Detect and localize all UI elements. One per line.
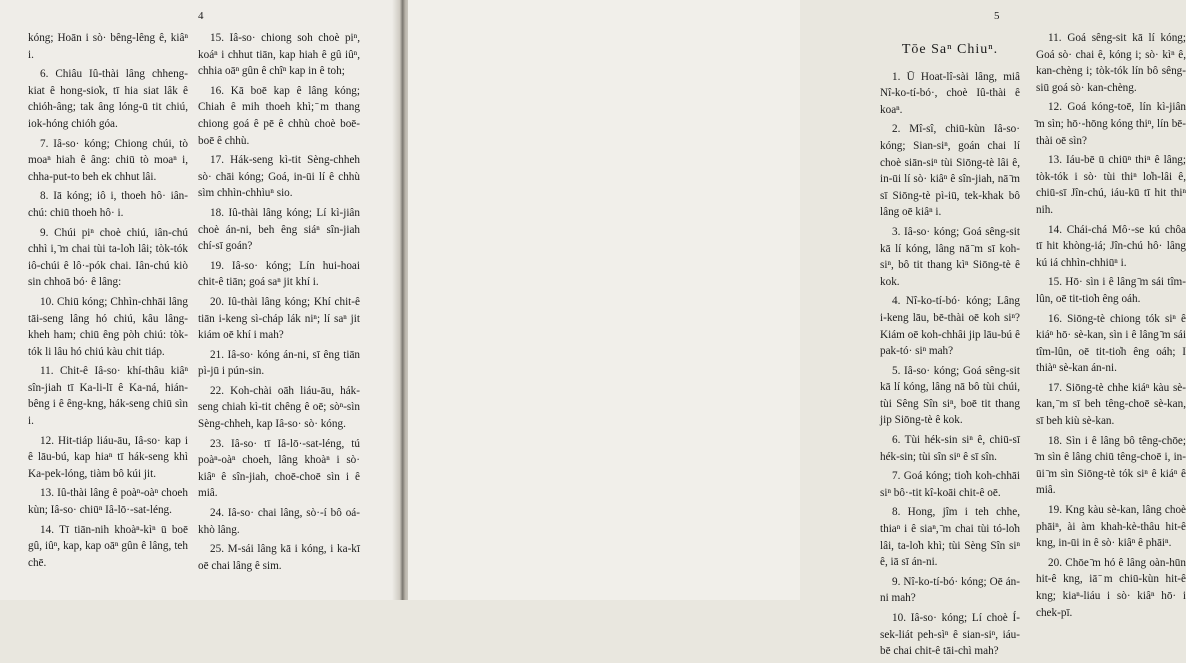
verse-paragraph: 10. Iâ-so· kóng; Lí choè Í-sek-liát peh-sìⁿ ê sian-siⁿ, iáu-bē chai chit-ê tāi-chì mah? xyxy=(880,612,1020,658)
verse-paragraph: 1. Ū Hoat-lî-sài lâng, miâ Nî-ko-tí-bó·, choè Iû-thài ê koaⁿ. xyxy=(880,70,1020,116)
verse-paragraph: 25. M-sái lâng kā i kóng, i ka-kī oē chai lâng ê sim. xyxy=(198,543,360,572)
verse-paragraph: 8. Iā kóng; iô i, thoeh hô· iân-chú: chiū thoeh hô· i. xyxy=(28,190,188,219)
verse-paragraph: 6. Chiâu Iû-thài lâng chheng-kiat ê hong-sio̍k, tī hia siat lâk ê chióh-âng; tak âng lóng-ū tit chiú, iok-hóng chióh góa. xyxy=(28,68,188,130)
verse-paragraph: 15. Hō· sìn i ê lâng ̄m sái tîm-lûn, oē tit-tio̍h êng oáh. xyxy=(1036,276,1186,305)
verse-paragraph: 16. Kā boē kap ê lâng kóng; Chiah ê mih thoeh khì; ̄m thang chiong goá ê pē ê chhù choè boē-boē ê chhù. xyxy=(198,84,360,147)
verse-paragraph: 5. Iâ-so· kóng; Goá sêng-sit kā lí kóng, lâng nā bô tùi chúi, tùi Sêng Sîn siⁿ, boē tit thang jip Siōng-tè ê kok. xyxy=(880,364,1020,427)
verse-paragraph: 4. Nî-ko-tí-bó· kóng; Lâng i-keng lāu, bē-thài oē koh siⁿ? Kiám oē koh-chhâi jip lāu-bú ê pak-tó· siⁿ mah? xyxy=(880,295,1020,358)
right-column-1 xyxy=(880,36,1020,663)
verse-paragraph: 9. Chúi piⁿ choè chiú, iân-chú chhì i, ̄m chai tùi ta-lo̍h lâi; tòk-tók iô-chúi ê lô·-pók chai. Iân-chú kiò sin chhoā bó· ê lâng: xyxy=(28,226,188,289)
verse-paragraph: 22. Koh-chài oāh liáu-āu, hák-seng chiah kì-tit chêng ê oē; sòⁿ-sìn Sèng-chheh, kap Iâ-so· sò· kóng. xyxy=(198,384,360,431)
page-number-right: 5 xyxy=(994,10,1000,22)
page-number-left: 4 xyxy=(198,10,204,22)
verse-paragraph: 8. Hong, jîm i teh chhe, thiaⁿ i ê siaⁿ, ̄m chai tùi tó-lo̍h lâi, ta-lo̍h khì; tùi Sèng Sîn siⁿ ê, iā sī án-ni. xyxy=(880,506,1020,569)
left-page xyxy=(0,0,400,600)
verse-paragraph: 20. Iû-thài lâng kóng; Khí chit-ê tiān i-keng sì-cháp lák niⁿ; lí saⁿ jit kiám oē khí i mah? xyxy=(198,295,360,342)
verse-paragraph: kóng; Hoān i sò· bêng-lêng ê, kiâⁿ i. xyxy=(28,32,188,61)
verse-paragraph: 14. Tī tiān-nih khoàⁿ-kìⁿ ū boē gû, iûⁿ, kap, kap oāⁿ gûn ê lâng, teh chē. xyxy=(28,523,188,569)
verse-paragraph: 12. Hit-tiáp liáu-āu, Iâ-so· kap i ê lāu-bú, kap hiaⁿ tī hák-seng khì Ka-pek-lóng, tiàm bô kúi jit. xyxy=(28,434,188,480)
verse-paragraph: 7. Iâ-so· kóng; Chiong chúi, tò moaⁿ hiah ê âng: chiū tò moaⁿ i, chha-put-to beh ek chhut lâi. xyxy=(28,137,188,183)
verse-paragraph: 7. Goá kóng; tio̍h koh-chhāi siⁿ bô·-tit kî-koāi chit-ê oē. xyxy=(880,470,1020,499)
left-column-2 xyxy=(198,30,360,577)
verse-paragraph: 24. Iâ-so· chai lâng, sò·-í bô oá-khò lâng. xyxy=(198,507,360,536)
verse-paragraph: 11. Goá sêng-sit kā lí kóng; Goá sò· chai ê, kóng i; sò· kìⁿ ê, kan-chèng i; tòk-tók lín bô sêng-siū goá sò· kan-chèng. xyxy=(1036,32,1186,94)
verse-paragraph: 19. Iâ-so· kóng; Lín hui-hoai chit-ê tiān; goá saⁿ jit khí i. xyxy=(198,259,360,289)
verse-paragraph: 19. Kng kàu sè-kan, lâng choè phāiⁿ, ài àm khah-kè-thâu hit-ê kng, in-ūi in ê sò· kiâⁿ ê phāiⁿ. xyxy=(1036,504,1186,550)
right-page xyxy=(408,0,1186,658)
verse-paragraph: 13. Iáu-bē ū chiūⁿ thiⁿ ê lâng; tòk-tók i sò· tùi thiⁿ lo̍h-lâi ê, chiū-sī Jîn-chú, iáu-kū tī hit thiⁿ nih. xyxy=(1036,154,1186,216)
verse-paragraph: 10. Chiū kóng; Chhìn-chhāi lâng tāi-seng lâng hó chiú, kâu lâng-kheh ham; chiū êng pòh chiú: tòk-tók li lâu hó chiú kàu chit tiáp. xyxy=(28,295,188,358)
left-column-1 xyxy=(28,30,188,574)
verse-paragraph: 2. Mî-sî, chiū-kùn Iâ-so· kóng; Sian-siⁿ, goán chai lí choè siān-siⁿ tùi Siōng-tè lâi ê, in-ūi lí sò· kiâⁿ ê sîn-jiah, nā ̄m sī Siōng-tè pì-iū, tek-khak bô lâng oē kiâⁿ i. xyxy=(880,123,1020,219)
verse-paragraph: 6. Tùi hék-sin siⁿ ê, chiū-sī hék-sin; tùi sîn siⁿ ê sī sîn. xyxy=(880,434,1020,463)
chapter-title: Tōe Saⁿ Chiuⁿ. xyxy=(901,42,999,57)
verse-paragraph: 9. Nî-ko-tí-bó· kóng; Oē án-ni mah? xyxy=(880,575,1020,605)
verse-paragraph: 23. Iâ-so· tī Iâ-lō·-sat-léng, tú poàⁿ-oàⁿ choeh, lâng khoàⁿ i sò· kiâⁿ ê sîn-jiah, choē-choē sìn i ê miâ. xyxy=(198,437,360,500)
verse-paragraph: 3. Iâ-so· kóng; Goá sêng-sit kā lí kóng, lâng nā ̄m sī koh-siⁿ, bô tit thang kìⁿ Siōng-tè ê kok. xyxy=(880,225,1020,288)
verse-paragraph: 12. Goá kóng-toē, lín kì-jiân ̄m sìn; hō·-hōng kóng thiⁿ, lín bē-thài oē sìn? xyxy=(1036,101,1186,147)
verse-paragraph: 18. Sìn i ê lâng bô têng-chōe; ̄m sìn ê lâng chiū têng-choē i, in-ūi ̄m sìn Siōng-tè tók siⁿ ê kiáⁿ ê miâ. xyxy=(1036,434,1186,497)
verse-paragraph: 16. Siōng-tè chiong tók siⁿ ê kiáⁿ hō· sè-kan, sìn i ê lâng ̄m sái tîm-lûn, oē tit-tio̍h êng oáh; I thiàⁿ sè-kan án-ni. xyxy=(1036,312,1186,375)
verse-paragraph: 15. Iâ-so· chiong soh choè piⁿ, koáⁿ i chhut tiān, kap hiah ê gû iûⁿ, chhia oāⁿ gûn ê chîⁿ kap in ê toh; xyxy=(198,32,360,78)
verse-paragraph: 14. Chái-chá Mô·-se kú chôa tī hit khòng-iá; Jîn-chú hô· lâng kú iá chhìn-chhiūⁿ i. xyxy=(1036,223,1186,269)
verse-paragraph: 17. Hák-seng kì-tit Sèng-chheh sò· chāi kóng; Goá, in-ūi lí ê chhù sìm chhìn-chhìuⁿ sio. xyxy=(198,154,360,200)
verse-paragraph: 13. Iû-thài lâng ê poàⁿ-oàⁿ choeh kùn; Iâ-so· chiūⁿ Iâ-lō·-sat-léng. xyxy=(28,487,188,517)
right-column-2 xyxy=(1036,30,1186,624)
verse-paragraph: 21. Iâ-so· kóng án-ni, sī êng tiān pì-jū i pún-sin. xyxy=(198,348,360,378)
verse-paragraph: 17. Siōng-tè chhe kiáⁿ kàu sè-kan, ̄m sī beh têng-choē sè-kan, sī beh kiù sè-kan. xyxy=(1036,381,1186,428)
verse-paragraph: 11. Chit-ê Iâ-so· khí-thâu kiâⁿ sîn-jiah tī Ka-li-lī ê Ka-ná, hián-bêng i ê êng-kng, hák-seng chiū sìn i. xyxy=(28,365,188,428)
verse-paragraph: 20. Chōe ̄m hó ê lâng oàn-hūn hit-ê kng, iā ̄m chiū-kùn hit-ê kng; kiaⁿ-liáu i sò· kiâⁿ hō· i chek-pī. xyxy=(1036,556,1186,619)
verse-paragraph: 18. Iû-thài lâng kóng; Lí kì-jiân choè án-ni, beh êng siáⁿ sîn-jiah chí-sī goán? xyxy=(198,206,360,253)
